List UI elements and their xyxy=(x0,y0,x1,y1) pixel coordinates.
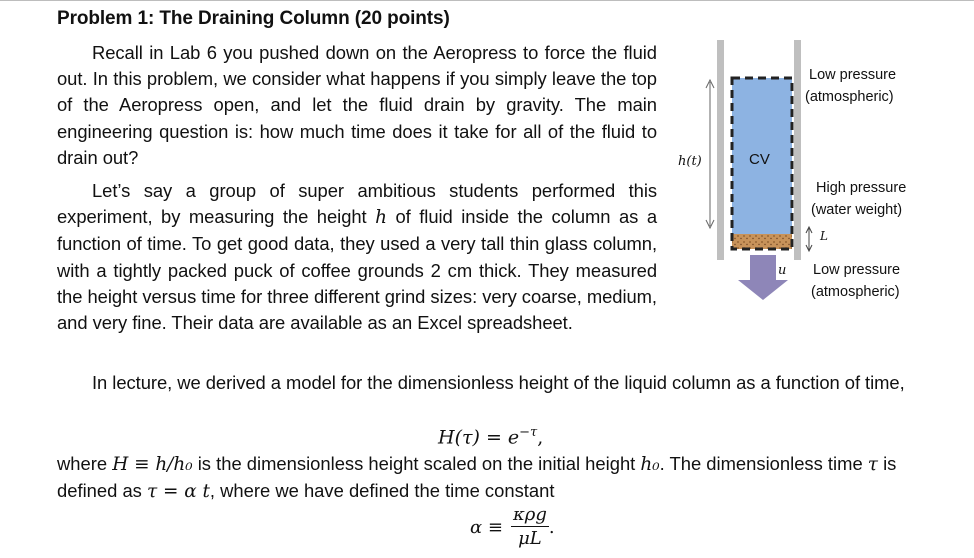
def-math-4: τ = α t xyxy=(146,481,210,503)
paragraph-experiment xyxy=(57,178,657,336)
top-pressure-label-2: (atmospheric) xyxy=(805,89,894,105)
eq1-exponent: −τ xyxy=(519,425,538,440)
def-text-4: is defined as xyxy=(57,453,897,502)
def-math-1: H ≡ h/h₀ xyxy=(112,454,193,475)
top-rule xyxy=(0,0,974,1)
def-math-2: h₀ xyxy=(640,454,660,475)
cv-label: CV xyxy=(749,151,770,168)
eq2-denominator: μL xyxy=(518,528,542,549)
eq2-tail: . xyxy=(548,517,555,538)
column-wall-left xyxy=(717,40,724,260)
l-label: L xyxy=(820,229,828,243)
def-text-2: is the dimensionless height scaled on the initial height xyxy=(192,453,641,474)
u-label: u xyxy=(778,263,787,278)
eq2-fraction xyxy=(511,504,549,551)
def-math-3: τ xyxy=(867,454,878,475)
var-h: h xyxy=(375,207,387,229)
paragraph-intro: Recall in Lab 6 you pushed down on the Aeropress to force the fluid out. In this problem, we consider what happens if you simply leave the top of the Aeropress open, and let the fluid drain by gravity. The main engineering question is: how much time does it take for all of the fluid to drain out? xyxy=(57,42,657,168)
height-label: h(t) xyxy=(678,154,702,169)
column-wall-right xyxy=(794,40,801,260)
coffee-grounds xyxy=(732,234,792,249)
eq1-tail: , xyxy=(537,426,544,449)
def-text-1: where xyxy=(57,453,113,474)
eq2-numerator: κρg xyxy=(512,504,547,525)
def-text-3: . The dimensionless time xyxy=(659,453,868,474)
equation-time-constant xyxy=(470,504,555,551)
mid-pressure-label-2: (water weight) xyxy=(811,202,903,218)
paragraph-definitions xyxy=(57,451,957,505)
eq1-lhs: H(τ) = e xyxy=(438,426,520,449)
p2-text-b: of fluid inside the column as a function of time. To get good data, they used a very tall thin glass column, with a tightly packed puck of coffee grounds 2 cm thick. They measured the height versus time for three different grind sizes: very coarse, medium, and very fine. Their data are available as an Excel spreadsheet. xyxy=(57,206,658,334)
equation-height xyxy=(438,425,543,448)
problem-title: Problem 1: The Draining Column (20 points) xyxy=(57,8,450,29)
eq2-lhs: α ≡ xyxy=(470,517,503,538)
mid-pressure-label-1: High pressure xyxy=(816,180,907,196)
top-pressure-label-1: Low pressure xyxy=(809,67,897,83)
def-text-5: , where we have defined the time constant xyxy=(209,480,555,502)
paragraph-model: In lecture, we derived a model for the dimensionless height of the liquid column as a function of time, xyxy=(92,372,905,393)
bottom-pressure-label-2: (atmospheric) xyxy=(811,284,900,300)
p2-text-a: Let’s say a group of super ambitious students performed this experiment, by measuring the height xyxy=(57,180,657,228)
column-diagram xyxy=(670,30,970,310)
bottom-pressure-label-1: Low pressure xyxy=(813,262,901,278)
